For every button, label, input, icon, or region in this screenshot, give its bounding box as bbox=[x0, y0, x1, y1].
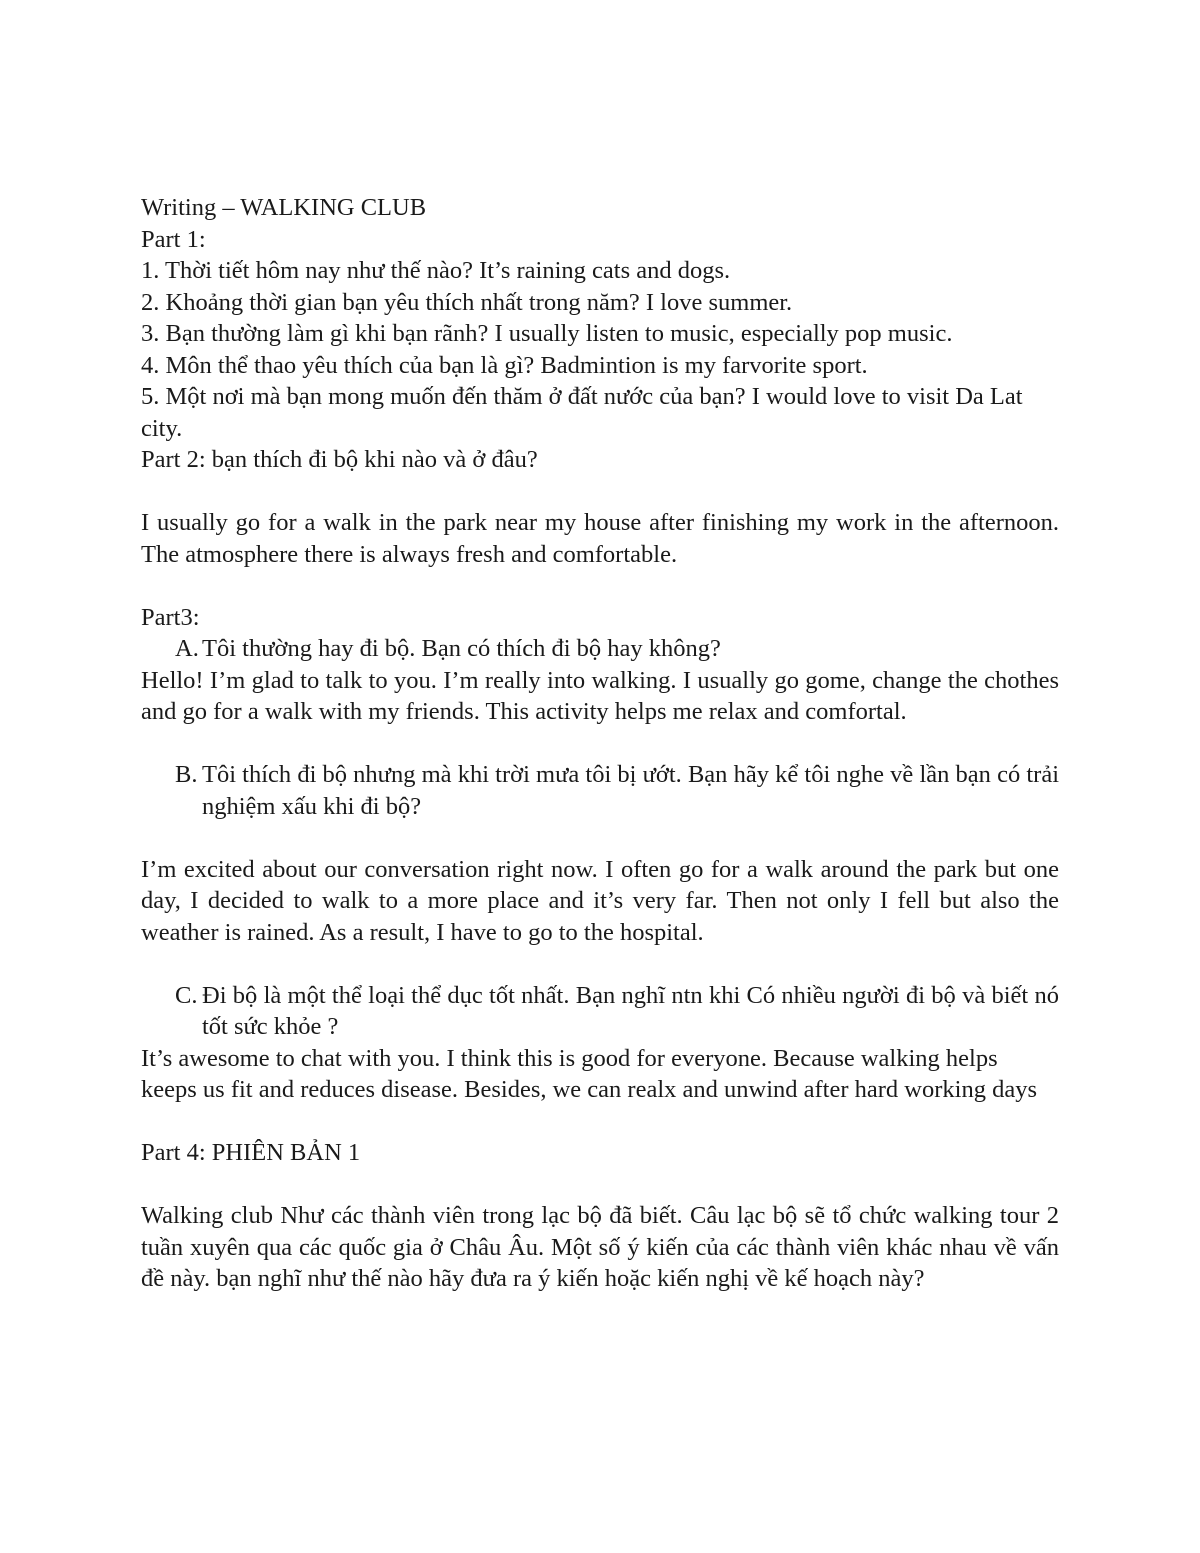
spacer bbox=[141, 822, 1059, 854]
part1-question-3: 3. Bạn thường làm gì khi bạn rãnh? I usually listen to music, especially pop music. bbox=[141, 320, 953, 347]
part4-text: Walking club Như các thành viên trong lạc bộ đã biết. Câu lạc bộ sẽ tổ chức walking tour 2 tuần xuyên qua các quốc gia ở Châu Âu. Một số ý kiến của các thành viên khác nhau về vấn đề này. bạn nghĩ như thế nào hãy đưa ra ý kiến hoặc kiến nghị về kế hoạch này? bbox=[141, 1202, 1059, 1292]
part3-question-c bbox=[141, 980, 1059, 1043]
part2-answer: I usually go for a walk in the park near my house after finishing my work in the afternoon. The atmosphere there is always fresh and comfortable. bbox=[141, 509, 1059, 568]
part1-question-4: 4. Môn thể thao yêu thích của bạn là gì? Badmintion is my farvorite sport. bbox=[141, 351, 868, 379]
spacer bbox=[141, 570, 1059, 602]
part3-question-b bbox=[141, 759, 1059, 822]
part4-heading: Part 4: PHIÊN BẢN 1 bbox=[141, 1139, 361, 1166]
list-marker: B. bbox=[175, 761, 198, 788]
spacer bbox=[141, 948, 1059, 980]
part2-heading: Part 2: bạn thích đi bộ khi nào và ở đâu? bbox=[141, 446, 538, 473]
document-title: Writing – WALKING CLUB bbox=[141, 194, 427, 221]
part3-answer-b: I’m excited about our conversation right now. I often go for a walk around the park but one day, I decided to walk to a more place and it’s very far. Then not only I fell but also the weather is rained. As a result, I have to go to the hospital. bbox=[141, 855, 1059, 946]
part3-answer-a: Hello! I’m glad to talk to you. I’m really into walking. I usually go gome, change the chothes and go for a walk with my friends. This activity helps me relax and comfortal. bbox=[141, 666, 1059, 725]
spacer bbox=[141, 728, 1059, 760]
part3-heading: Part3: bbox=[141, 603, 200, 631]
part1-question-5: 5. Một nơi mà bạn mong muốn đến thăm ở đất nước của bạn? I would love to visit Da Lat city. bbox=[141, 383, 1023, 442]
document-body bbox=[141, 192, 1059, 1295]
part1-question-2: 2. Khoảng thời gian bạn yêu thích nhất trong năm? I love summer. bbox=[141, 288, 793, 316]
part1-question-1: 1. Thời tiết hôm nay như thế nào? It’s raining cats and dogs. bbox=[141, 257, 731, 284]
spacer bbox=[141, 476, 1059, 508]
list-marker: C. bbox=[175, 981, 198, 1009]
question-text: Tôi thích đi bộ nhưng mà khi trời mưa tôi bị ướt. Bạn hãy kể tôi nghe về lần bạn có trải nghiệm xấu khi đi bộ? bbox=[202, 761, 1059, 820]
list-marker: A. bbox=[175, 635, 199, 662]
spacer bbox=[141, 1106, 1059, 1138]
part3-answer-c: It’s awesome to chat with you. I think this is good for everyone. Because walking helps keeps us fit and reduces disease. Besides, we can realx and unwind after hard working days bbox=[141, 1044, 1037, 1103]
question-text: Đi bộ là một thể loại thể dục tốt nhất. Bạn nghĩ ntn khi Có nhiều người đi bộ và biết nó tốt sức khỏe ? bbox=[202, 981, 1059, 1040]
part3-question-a bbox=[141, 633, 1059, 665]
part1-heading: Part 1: bbox=[141, 225, 206, 253]
question-text: Tôi thường hay đi bộ. Bạn có thích đi bộ hay không? bbox=[202, 635, 721, 662]
spacer bbox=[141, 1169, 1059, 1201]
